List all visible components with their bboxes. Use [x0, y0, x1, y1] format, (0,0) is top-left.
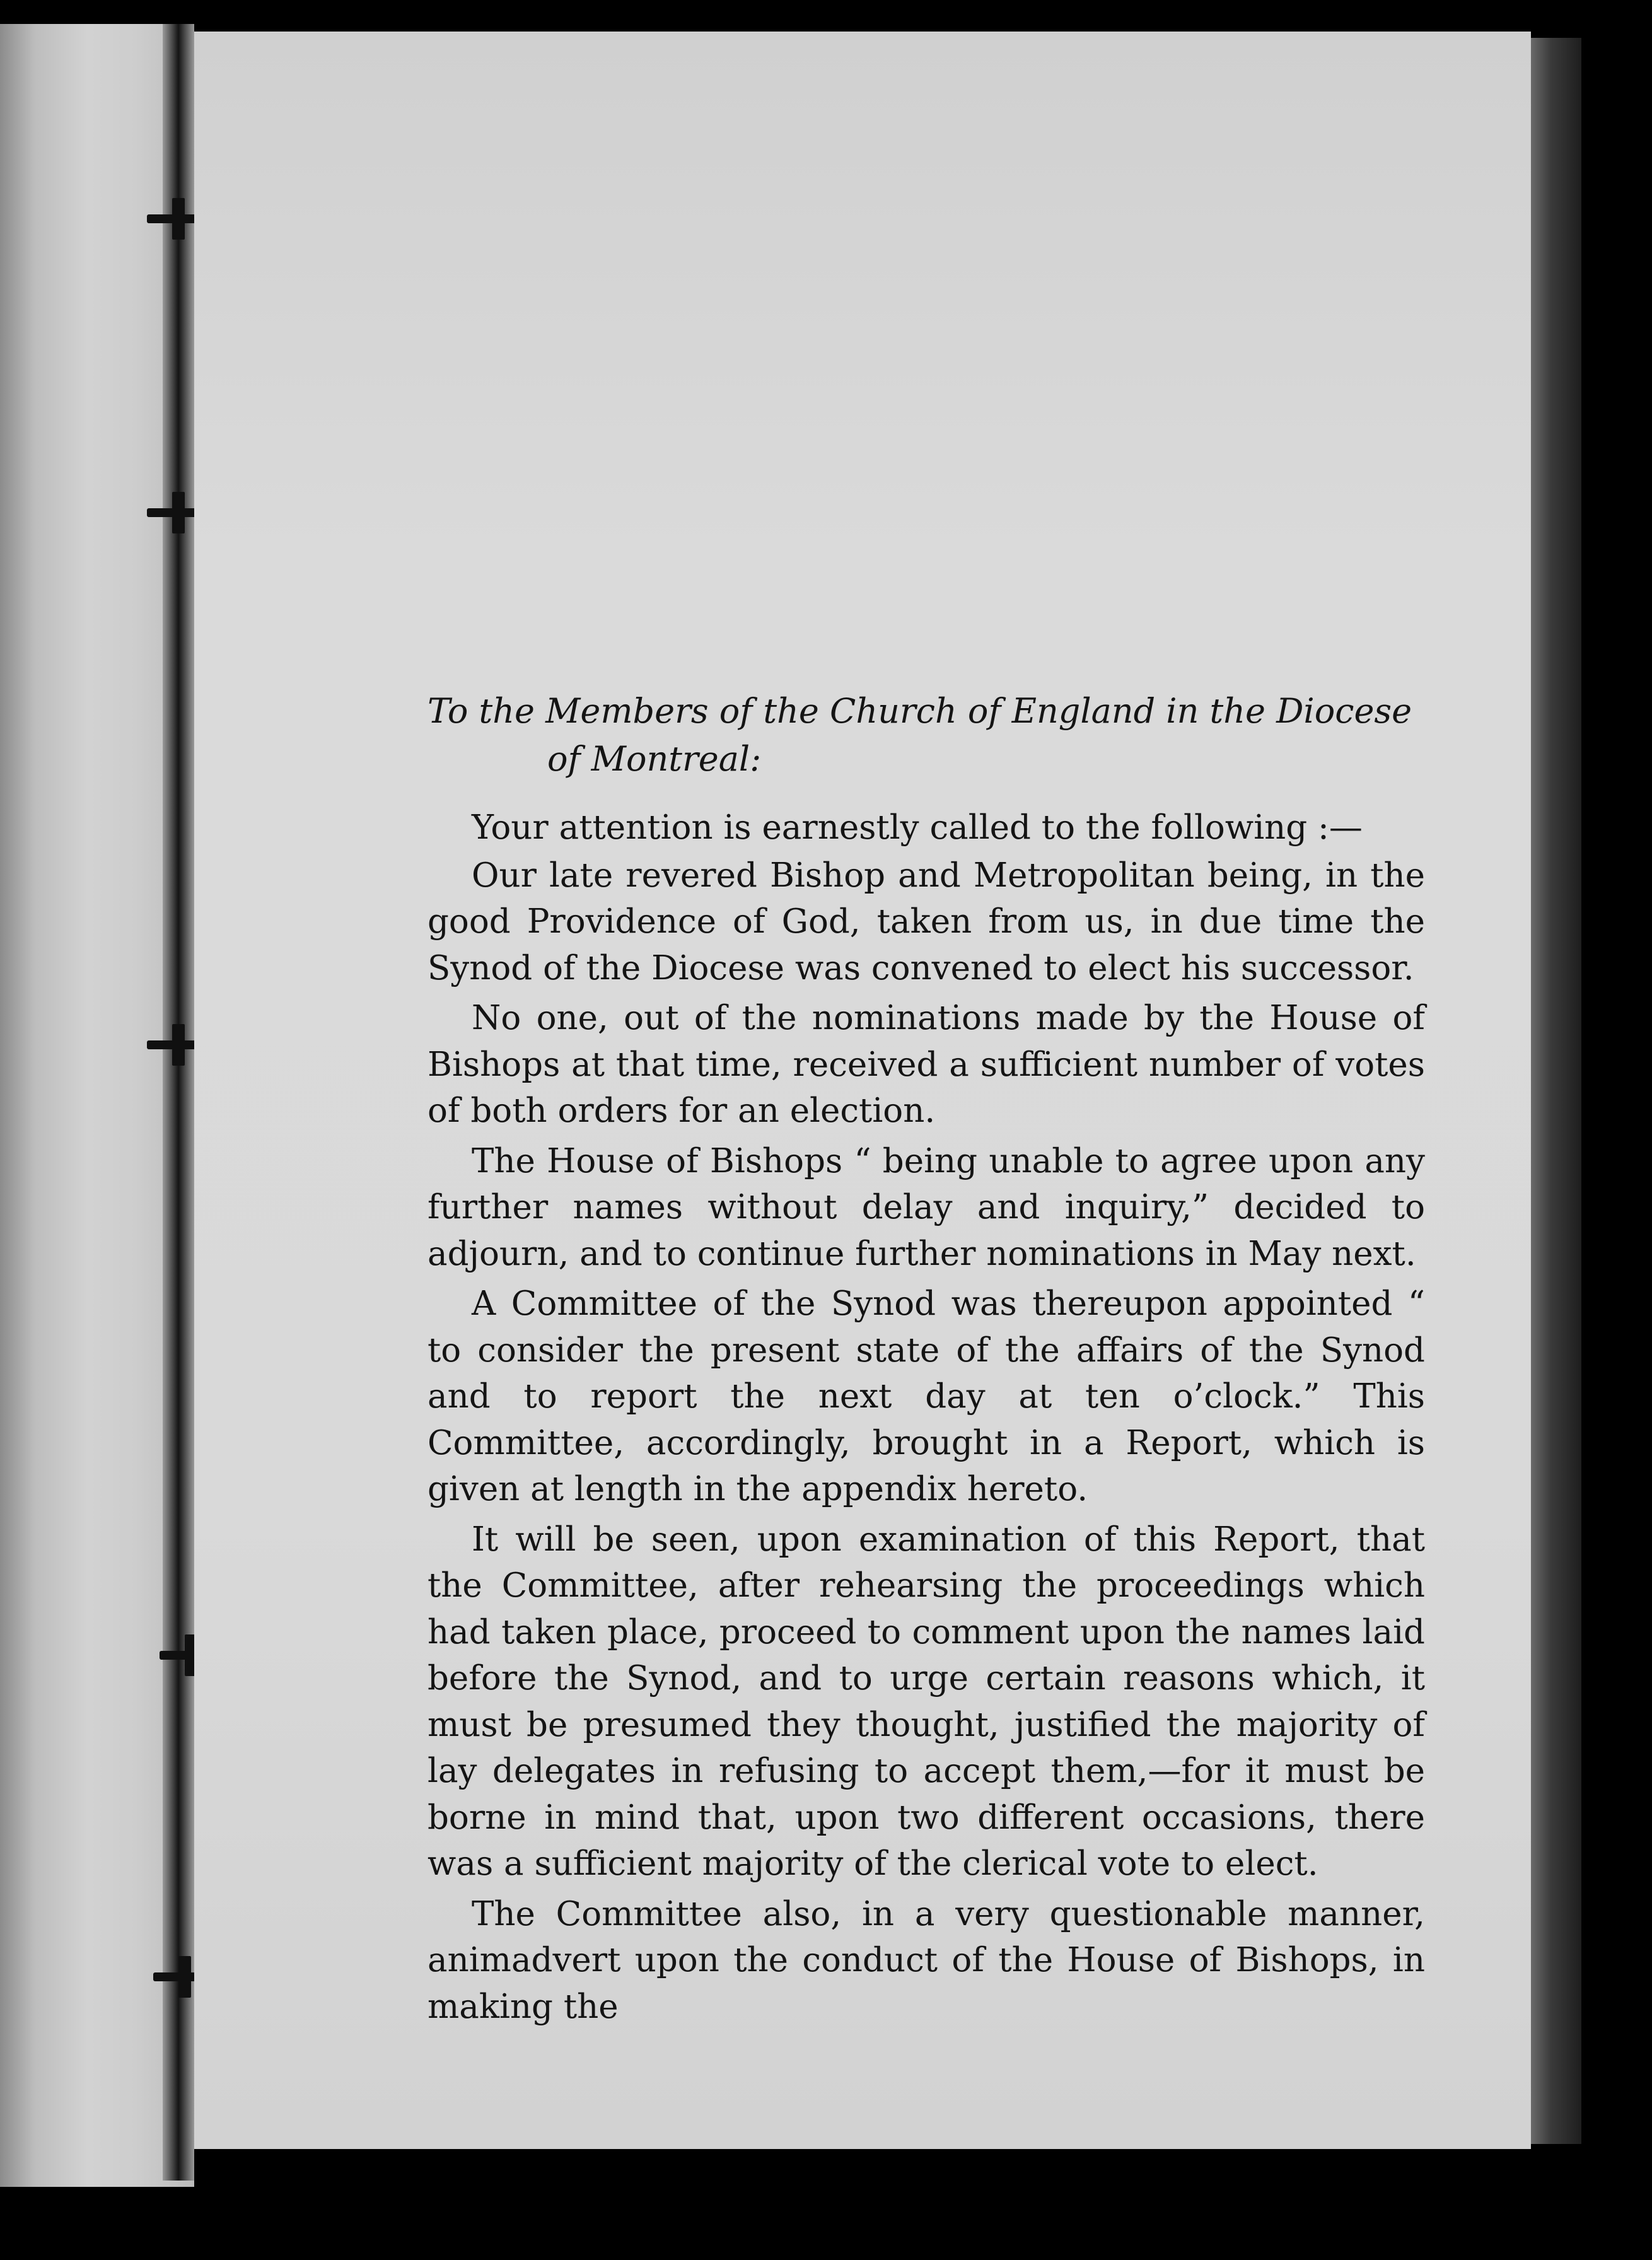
book-binding	[163, 24, 194, 2181]
paragraph: The House of Bishops “ being unable to agree upon any further names without delay and inquiry,” decided to adjourn, and to continue further nominations in May next.	[428, 1141, 1425, 1273]
page-edge-shadow	[1531, 38, 1581, 2144]
paragraph: It will be seen, upon examination of this Report, that the Committee, after rehearsing the proceedings which had taken place, proceed to comment upon the names laid before the Synod, and to urge certain reasons which, it must be presumed they thought, justified the majority of lay delegates in refusing to accept them,—for it must be borne in mind that, upon two different occasions, there was a sufficient majority of the clerical vote to elect.	[428, 1520, 1425, 1883]
letter-body	[428, 687, 1425, 2034]
paragraph: Our late revered Bishop and Metropolitan being, in the good Providence of God, taken from us, in due time the Synod of the Diocese was convened to elect his successor.	[428, 856, 1425, 987]
salutation-line: To the Members of the Church of England in the Diocese	[428, 691, 1412, 731]
paragraph: A Committee of the Synod was thereupon appointed “ to consider the present state of the affairs of the Synod and to report the next day at ten o’clock.” This Committee, accordingly, brought in a Report, which is given at length in the appendix hereto.	[428, 1284, 1425, 1508]
paragraph: The Committee also, in a very questionable manner, animadvert upon the conduct of the House of Bishops, in making the	[428, 1894, 1425, 2026]
salutation	[428, 687, 1425, 783]
paragraph: Your attention is earnestly called to the following :—	[472, 808, 1363, 847]
salutation-line: of Montreal:	[547, 739, 762, 779]
paragraph: No one, out of the nominations made by the House of Bishops at that time, received a sufficient number of votes of both orders for an election.	[428, 999, 1425, 1130]
